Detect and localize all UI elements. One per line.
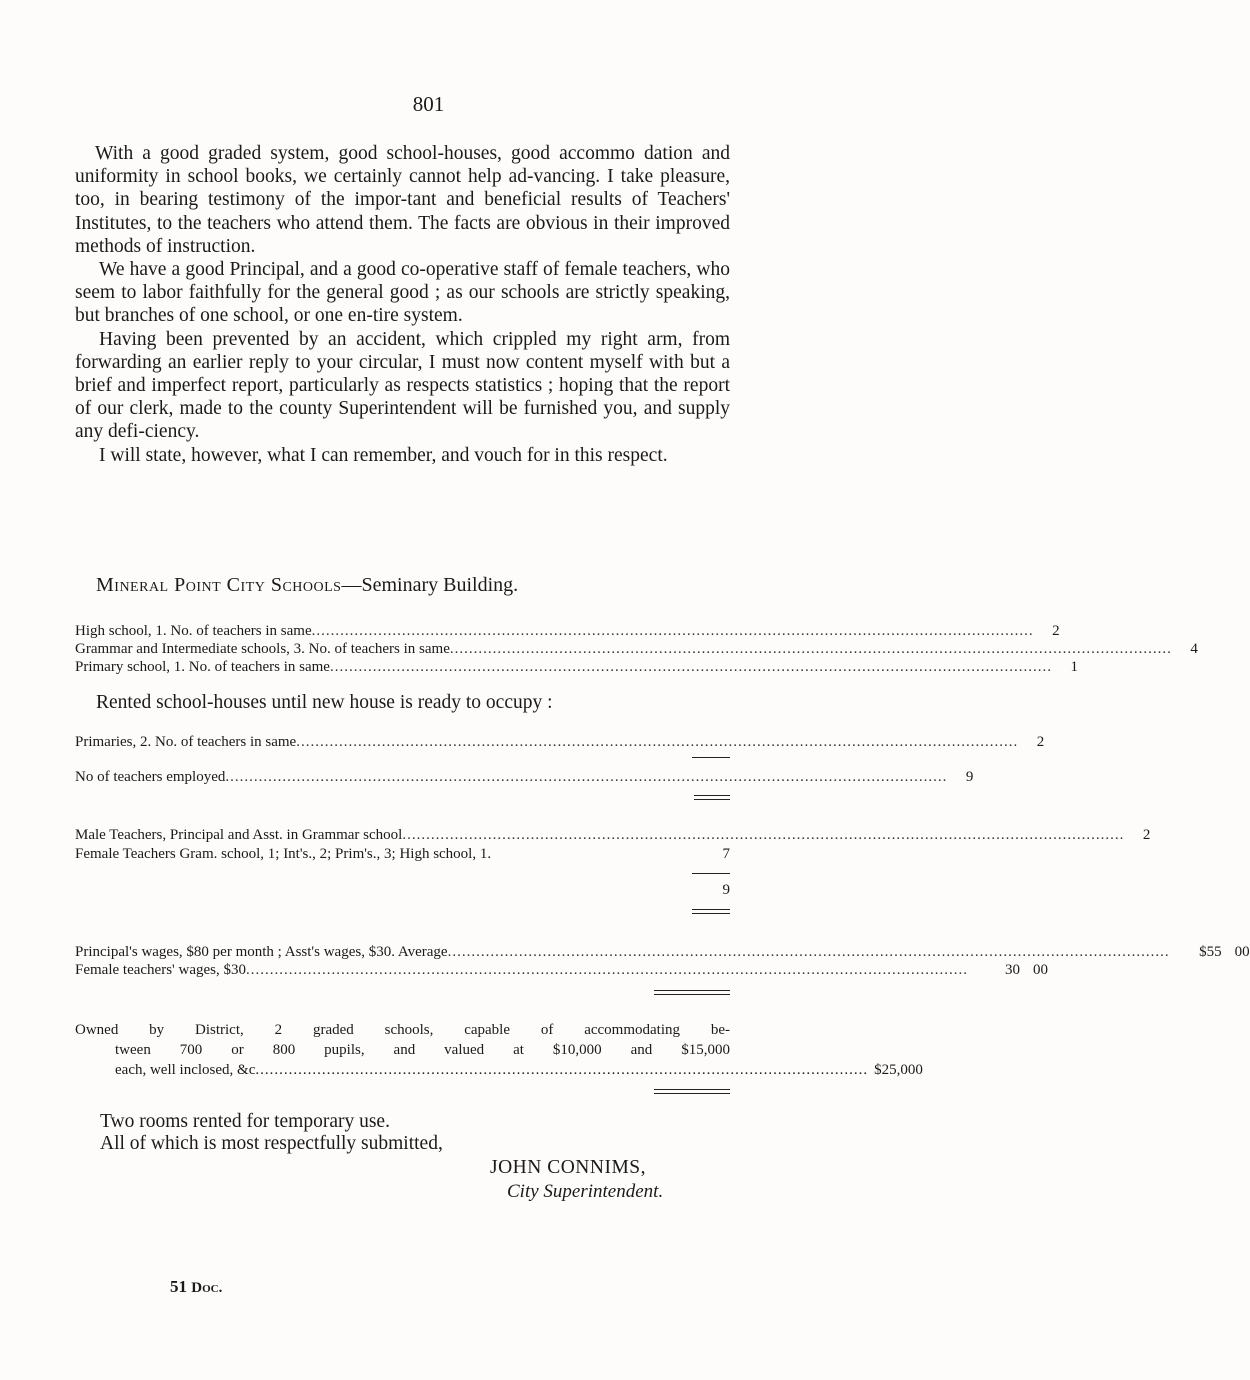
footer-doc-number: 51 Doc. xyxy=(170,1277,223,1296)
page-number: 801 xyxy=(412,92,445,116)
rented-heading: Rented school-houses until new house is ready to occupy : xyxy=(96,692,553,713)
total-rule xyxy=(654,1093,730,1094)
paragraph-institutes: With a good graded system, good school-houses, good accommo dation and uniformity in school books, we certainly cannot help ad-vancing. I take pleasure, too, in bearing testimony of the impor-tant and beneficial results of Teachers' Institutes, to the teachers who attend them. The facts are obvious in their improved methods of instruction. xyxy=(75,143,730,257)
closing-line: All of which is most respectfully submitted, xyxy=(100,1133,443,1154)
paragraph-accident: Having been prevented by an accident, which crippled my right arm, from forwarding an earlier reply to your circular, I must now content myself with but a brief and imperfect report, particularly as respects statistics ; hoping that the report of our clerk, made to the county Superintendent will be furnished you, and supply any defi-ciency. xyxy=(75,328,730,443)
total-rule xyxy=(654,994,730,995)
section-heading xyxy=(96,574,518,597)
total-rule xyxy=(692,909,730,910)
closing-text xyxy=(100,1111,443,1155)
total-rule xyxy=(654,1089,730,1090)
total-rule xyxy=(694,799,730,800)
female-teachers-row: Female Teachers Gram. school, 1; Int's., 2; Prim's., 3; High school, 1. 7 xyxy=(75,846,730,862)
heading-school-name: Mineral Point City Schools xyxy=(96,574,342,596)
table-row: High school, 1. No. of teachers in same ..... 2 xyxy=(75,622,730,640)
total-rule xyxy=(654,990,730,991)
sum-rule xyxy=(692,873,730,874)
male-teachers-row: Male Teachers, Principal and Asst. in Grammar school ..... 2 xyxy=(75,826,730,844)
property-entry: Owned by District, 2 graded schools, capable of accommodating be- tween 700 or 800 pupils, and valued at $10,000 and $15,000 each, well inclosed, &c ................................................................................................................................. $25,000 xyxy=(75,1022,923,1078)
sum-rule xyxy=(692,757,730,758)
female-wages-row: Female teachers' wages, $30 ..... 30 00 xyxy=(75,961,730,979)
body-text xyxy=(75,142,730,467)
primaries-row: Primaries, 2. No. of teachers in same ..... 2 xyxy=(75,733,730,751)
table-row: Primary school, 1. No. of teachers in same ..... 1 xyxy=(75,658,730,676)
table-row: Grammar and Intermediate schools, 3. No. of teachers in same ..... 4 xyxy=(75,640,730,658)
total-rule xyxy=(692,913,730,914)
employed-row: No of teachers employed ..... 9 xyxy=(75,768,730,786)
signature-name: JOHN CONNIMS, xyxy=(490,1157,647,1178)
total-rule xyxy=(694,795,730,796)
paragraph-principal: We have a good Principal, and a good co-operative staff of female teachers, who seem to labor faithfully for the general good ; as our schools are strictly speaking, but branches of one school, or one en-tire system. xyxy=(75,259,730,327)
heading-building: —Seminary Building. xyxy=(341,574,519,596)
paragraph-state: I will state, however, what I can remember, and vouch for in this respect. xyxy=(99,444,668,466)
teachers-total-row: 9 xyxy=(722,882,730,898)
signature-title: City Superintendent. xyxy=(507,1181,664,1202)
principal-wages-row: Principal's wages, $80 per month ; Asst's wages, $30. Average ..... $55 00 xyxy=(75,943,730,961)
closing-line: Two rooms rented for temporary use. xyxy=(100,1111,390,1132)
